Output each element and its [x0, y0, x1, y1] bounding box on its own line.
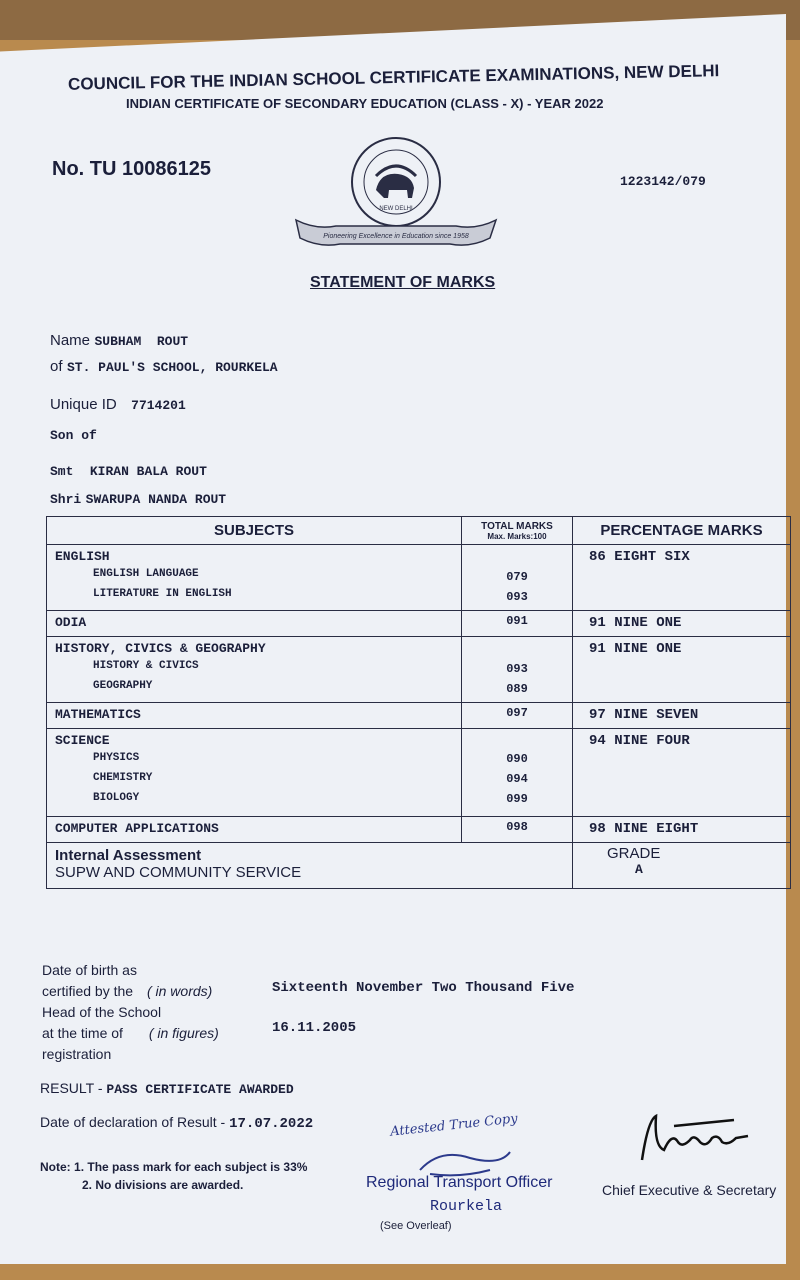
- percentage-value: 91 NINE ONE: [573, 611, 791, 637]
- serial-number: 1223142/079: [620, 174, 706, 189]
- marks-value: 079: [506, 570, 528, 584]
- unique-id: 7714201: [131, 398, 186, 413]
- total-marks-header: [462, 517, 573, 545]
- candidate-name: SUBHAM ROUT: [94, 334, 189, 349]
- rto-officer-stamp: Regional Transport Officer: [366, 1174, 553, 1191]
- percentage-header: PERCENTAGE MARKS: [573, 517, 791, 545]
- attested-handwriting: Attested True Copy: [389, 1111, 519, 1140]
- exam-title: INDIAN CERTIFICATE OF SECONDARY EDUCATION (CLASS - X) - YEAR 2022: [126, 96, 604, 111]
- certificate-number: No. TU 10086125: [52, 158, 211, 180]
- subject-name: HISTORY, CIVICS & GEOGRAPHY: [55, 641, 266, 656]
- declaration-date: 17.07.2022: [229, 1116, 314, 1132]
- subject-name: MATHEMATICS: [47, 703, 462, 729]
- subject-cell: [47, 729, 462, 817]
- grade-label: GRADE: [607, 845, 661, 862]
- in-words-label: ( in words): [146, 983, 213, 999]
- marks-value: 091: [462, 611, 573, 637]
- marks-value: 097: [462, 703, 573, 729]
- father-name: SWARUPA NANDA ROUT: [85, 492, 227, 507]
- dob-line4: at the time of: [42, 1025, 123, 1041]
- table-row: [47, 729, 791, 817]
- subject-cell: [47, 545, 462, 611]
- sub-subject-name: LITERATURE IN ENGLISH: [93, 588, 232, 600]
- dob-words: Sixteenth November Two Thousand Five: [272, 980, 575, 996]
- percentage-value: 97 NINE SEVEN: [573, 703, 791, 729]
- council-title: COUNCIL FOR THE INDIAN SCHOOL CERTIFICATE EXAMINATIONS, NEW DELHI: [67, 61, 720, 94]
- marks-value: 094: [506, 772, 528, 786]
- rto-place-stamp: Rourkela: [430, 1198, 503, 1215]
- table-row: [47, 637, 791, 703]
- table-row: [47, 703, 791, 729]
- dob-line5: registration: [42, 1046, 112, 1062]
- internal-assessment-cell: [47, 843, 573, 889]
- marks-cell: [462, 637, 573, 703]
- mother-label: Smt: [50, 464, 74, 479]
- subjects-header: SUBJECTS: [47, 517, 462, 545]
- table-header-row: [47, 517, 791, 545]
- marks-value: 093: [506, 590, 528, 604]
- dob-line1: Date of birth as: [42, 962, 137, 978]
- dob-label-block: [42, 960, 219, 1065]
- grade-cell: [573, 843, 791, 889]
- declaration-line: [40, 1114, 313, 1132]
- marks-table: [46, 516, 791, 889]
- mother-name: KIRAN BALA ROUT: [89, 464, 207, 479]
- notes-block: [40, 1158, 307, 1194]
- father-label: Shri: [50, 492, 82, 507]
- marks-value: 089: [506, 682, 528, 696]
- unique-id-line: [50, 396, 186, 414]
- school-name: ST. PAUL'S SCHOOL, ROURKELA: [66, 360, 278, 375]
- subject-name: ODIA: [47, 611, 462, 637]
- max-marks-label: Max. Marks:100: [487, 531, 547, 541]
- percentage-value: 86 EIGHT SIX: [573, 545, 791, 611]
- result-value: PASS CERTIFICATE AWARDED: [106, 1082, 294, 1097]
- sub-subject-name: PHYSICS: [93, 752, 140, 764]
- subject-name: SCIENCE: [55, 733, 110, 748]
- son-of-label: Son of: [50, 428, 97, 443]
- percentage-value: 91 NINE ONE: [573, 637, 791, 703]
- candidate-name-line: [50, 332, 188, 350]
- subject-cell: [47, 637, 462, 703]
- father-line: [50, 490, 226, 508]
- note-1: 1. The pass mark for each subject is 33%: [74, 1160, 308, 1174]
- see-overleaf-note: (See Overleaf): [380, 1220, 452, 1232]
- unique-id-label: Unique ID: [50, 396, 117, 413]
- in-figures-label: ( in figures): [148, 1025, 219, 1041]
- note-2: 2. No divisions are awarded.: [82, 1178, 244, 1192]
- mother-line: [50, 462, 207, 480]
- dob-line3: Head of the School: [42, 1004, 162, 1020]
- supw-label: SUPW AND COMMUNITY SERVICE: [55, 864, 302, 881]
- percentage-value: 94 NINE FOUR: [573, 729, 791, 817]
- sub-subject-name: BIOLOGY: [93, 792, 140, 804]
- table-row: [47, 817, 791, 843]
- marks-value: 099: [506, 792, 528, 806]
- sub-subject-name: ENGLISH LANGUAGE: [93, 568, 199, 580]
- chief-executive-signature-icon: [630, 1106, 760, 1166]
- marks-cell: [462, 545, 573, 611]
- internal-assessment-label: Internal Assessment: [55, 847, 202, 864]
- sub-subject-name: HISTORY & CIVICS: [93, 660, 199, 672]
- percentage-value: 98 NINE EIGHT: [573, 817, 791, 843]
- statement-title: STATEMENT OF MARKS: [310, 274, 496, 291]
- dob-figures: 16.11.2005: [272, 1020, 357, 1036]
- dob-line2: certified by the: [42, 983, 134, 999]
- school-line: [50, 358, 278, 376]
- total-marks-label: TOTAL MARKS: [481, 520, 553, 532]
- result-line: [40, 1080, 294, 1097]
- grade-value: A: [635, 862, 643, 877]
- marks-value: 090: [506, 752, 528, 766]
- seal-city-text: NEW DELHI: [379, 206, 413, 212]
- name-label: Name: [50, 332, 91, 349]
- table-row: [47, 611, 791, 637]
- motto-text: Pioneering Excellence in Education since 1958: [323, 233, 469, 240]
- sub-subject-name: GEOGRAPHY: [93, 680, 153, 692]
- sub-subject-name: CHEMISTRY: [93, 772, 153, 784]
- marks-value: 093: [506, 662, 528, 676]
- declaration-label: Date of declaration of Result -: [40, 1114, 226, 1130]
- marks-cell: [462, 729, 573, 817]
- chief-executive-title: Chief Executive & Secretary: [602, 1182, 777, 1198]
- of-label: of: [50, 358, 63, 375]
- subject-name: COMPUTER APPLICATIONS: [47, 817, 462, 843]
- council-seal-logo: [292, 136, 500, 268]
- marks-value: 098: [462, 817, 573, 843]
- subject-name: ENGLISH: [55, 549, 110, 564]
- result-label: RESULT -: [40, 1080, 103, 1096]
- internal-assessment-row: [47, 843, 791, 889]
- note-label: Note:: [40, 1160, 71, 1174]
- table-row: [47, 545, 791, 611]
